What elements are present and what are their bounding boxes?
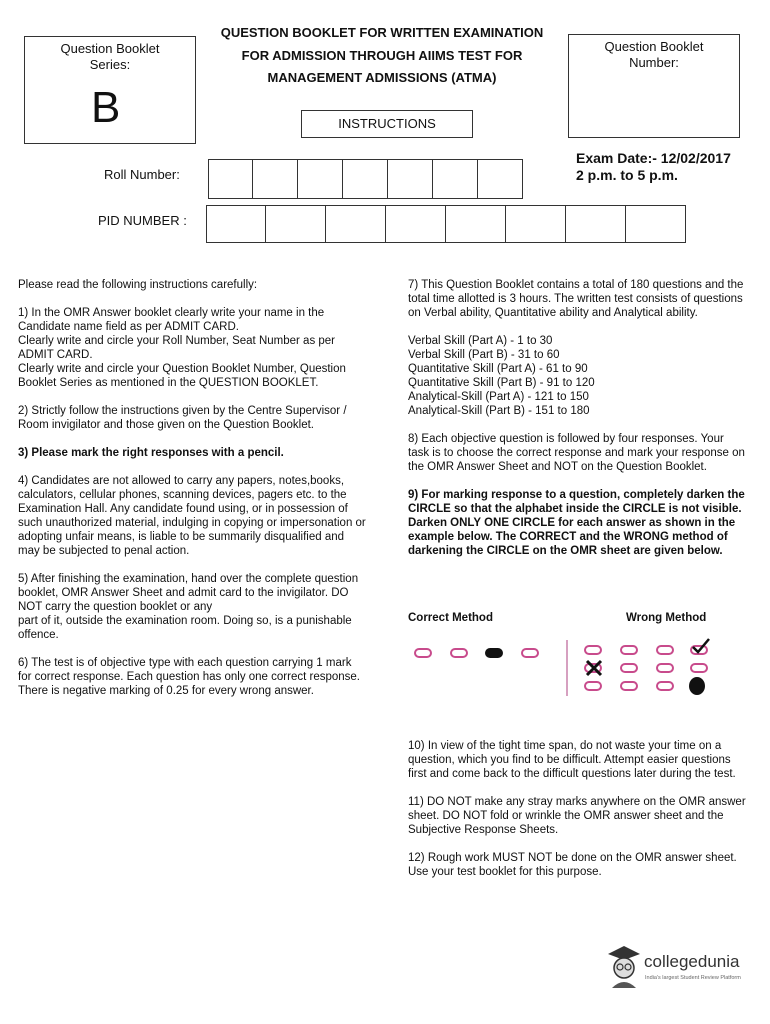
instruction-1b: Clearly write and circle your Roll Number, Seat Number as per ADMIT CARD. [18,335,336,361]
instruction-11: 11) DO NOT make any stray marks anywhere on the OMR answer sheet. DO NOT fold or wrinkle the OMR answer sheet and the Subjective Response Sheets. [408,796,746,836]
omr-bubble [620,681,638,691]
instructions-heading: INSTRUCTIONS [338,116,436,131]
instruction-8: 8) Each objective question is followed by four responses. Your task is to choose the correct response and mark your response on the OMR Answer Sheet and NOT on the Question Booklet. [408,433,745,473]
omr-bubble [690,663,708,673]
pid-cell[interactable] [386,205,446,243]
roll-number-label: Roll Number: [104,167,180,182]
instruction-5b: part of it, outside the examination room. Doing so, is a punishable offence. [18,615,352,641]
right-column-lower [408,739,748,893]
section-item: Verbal Skill (Part B) - 31 to 60 [408,349,560,361]
roll-cell[interactable] [343,159,388,199]
instruction-2: 2) Strictly follow the instructions given by the Centre Supervisor / Room invigilator and those given on the Question Booklet. [18,405,347,431]
section-item: Analytical-Skill (Part A) - 121 to 150 [408,391,589,403]
exam-date: Exam Date:- 12/02/2017 [576,150,731,166]
series-value: B [91,83,121,132]
booklet-number-box [568,34,740,138]
pid-cell[interactable] [506,205,566,243]
section-item: Quantitative Skill (Part B) - 91 to 120 [408,377,595,389]
omr-bubble-overfilled [689,677,705,695]
omr-bubble [584,681,602,691]
omr-bubble-filled [485,648,503,658]
pid-number-label: PID NUMBER : [98,213,187,228]
roll-cell[interactable] [298,159,343,199]
instruction-12: 12) Rough work MUST NOT be done on the OMR answer sheet. Use your test booklet for this purpose. [408,852,737,878]
omr-bubble [656,663,674,673]
section-item: Quantitative Skill (Part A) - 61 to 90 [408,363,588,375]
instruction-9: 9) For marking response to a question, completely darken the CIRCLE so that the alphabet inside the CIRCLE is not visible. Darken ONLY ONE CIRCLE for each answer as shown in the example below. The CORRECT and the WRONG method of darkening the CIRCLE on the OMR sheet are given below. [408,489,745,557]
roll-cell[interactable] [253,159,298,199]
omr-bubble [620,663,638,673]
cross-mark-icon [584,658,604,678]
series-label: Question Booklet Series: [60,41,160,72]
omr-bubble [584,645,602,655]
instruction-4: 4) Candidates are not allowed to carry any papers, notes,books, calculators, cellular phones, scanning devices, pagers etc. to the Examination Hall. Any candidate found using, or in possession of such unauthorized material, indulging in copying or impersonation or adopting unfair means, is liable to be summarily disqualified and may be subjected to penal action. [18,475,366,557]
pid-cell[interactable] [266,205,326,243]
series-box [24,36,196,144]
left-column [18,278,368,712]
instruction-1a: 1) In the OMR Answer booklet clearly write your name in the Candidate name field as per ADMIT CARD. [18,307,325,333]
omr-bubble [414,648,432,658]
roll-cell[interactable] [208,159,253,199]
instruction-7: 7) This Question Booklet contains a total of 180 questions and the total time allotted is 3 hours. The written test consists of questions on Verbal ability, Quantitative ability and Analytical ability. [408,279,744,319]
exam-time: 2 p.m. to 5 p.m. [576,167,678,183]
title-line-1: QUESTION BOOKLET FOR WRITTEN EXAMINATION [220,25,544,40]
omr-bubble [450,648,468,658]
collegedunia-logo [604,944,754,990]
omr-bubble [620,645,638,655]
pid-cell[interactable] [446,205,506,243]
omr-bubble [521,648,539,658]
instruction-5a: 5) After finishing the examination, hand over the complete question booklet, OMR Answer Sheet and admit card to the invigilator. DO NOT carry the question booklet or any [18,573,359,613]
roll-cell[interactable] [388,159,433,199]
pid-cell[interactable] [206,205,266,243]
wrong-method-label: Wrong Method [626,612,707,624]
omr-bubble [656,681,674,691]
instruction-3: 3) Please mark the right responses with a pencil. [18,447,284,459]
booklet-number-label: Question Booklet Number: [604,39,704,70]
roll-cell[interactable] [433,159,478,199]
roll-cell[interactable] [478,159,523,199]
pid-cell[interactable] [326,205,386,243]
pid-cell[interactable] [626,205,686,243]
title-line-3: MANAGEMENT ADMISSIONS (ATMA) [267,70,497,85]
instruction-10: 10) In view of the tight time span, do not waste your time on a question, which you find to be difficult. Attempt easier questions first and come back to the difficult questions later during the test. [408,740,736,780]
right-column [408,278,748,572]
intro-text: Please read the following instructions carefully: [18,279,258,291]
instruction-6: 6) The test is of objective type with each question carrying 1 mark for correct response. Each question has only one correct response. There is negative marking of 0.25 for every wrong answer. [18,657,360,697]
exam-schedule [576,150,731,184]
student-mascot-icon [604,944,642,988]
pid-cell[interactable] [566,205,626,243]
section-item: Analytical-Skill (Part B) - 151 to 180 [408,405,590,417]
logo-tagline: India's largest Student Review Platform [645,975,741,981]
logo-wordmark: collegedunia [644,952,740,971]
method-divider [566,640,568,696]
pid-number-grid[interactable] [206,205,686,243]
omr-bubble [656,645,674,655]
title-line-2: FOR ADMISSION THROUGH AIIMS TEST FOR [241,48,523,63]
instruction-1c: Clearly write and circle your Question Booklet Number, Question Booklet Series as mentioned in the QUESTION BOOKLET. [18,363,346,389]
correct-method-label: Correct Method [408,612,493,624]
section-list [408,334,748,418]
section-item: Verbal Skill (Part A) - 1 to 30 [408,335,553,347]
roll-number-grid[interactable] [208,159,523,199]
tick-mark-icon [690,637,712,657]
instructions-box [301,110,473,138]
